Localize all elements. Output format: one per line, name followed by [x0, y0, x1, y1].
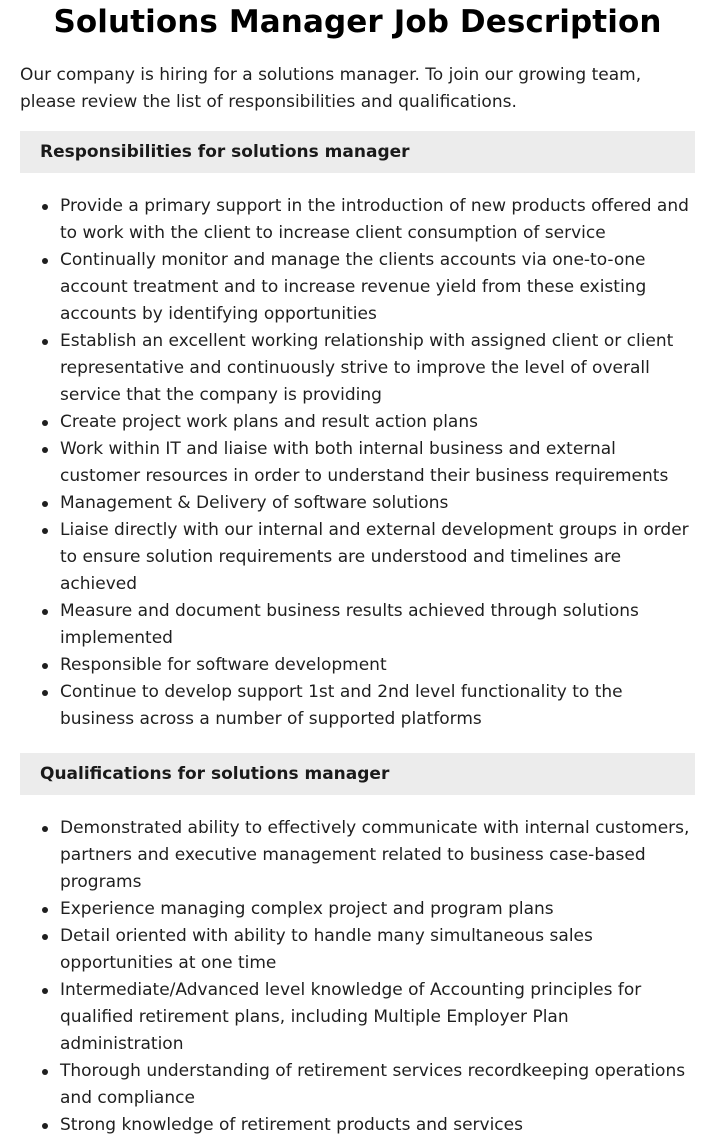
list-item: Work within IT and liaise with both internal business and external customer resources in order to understand their business requirements	[60, 436, 695, 490]
list-item: Management & Delivery of software solutions	[60, 490, 695, 517]
list-item: Continue to develop support 1st and 2nd level functionality to the business across a number of supported platforms	[60, 679, 695, 733]
list-item: Liaise directly with our internal and external development groups in order to ensure solution requirements are understood and timelines are achieved	[60, 517, 695, 598]
list-item: Demonstrated ability to effectively communicate with internal customers, partners and executive management related to business case-based programs	[60, 815, 695, 896]
qualifications-heading: Qualifications for solutions manager	[20, 753, 695, 795]
list-item: Measure and document business results achieved through solutions implemented	[60, 598, 695, 652]
responsibilities-heading: Responsibilities for solutions manager	[20, 131, 695, 173]
list-item: Provide a primary support in the introduction of new products offered and to work with the client to increase client consumption of service	[60, 193, 695, 247]
list-item: Continually monitor and manage the clients accounts via one-to-one account treatment and to increase revenue yield from these existing accounts by identifying opportunities	[60, 247, 695, 328]
list-item: Experience managing complex project and program plans	[60, 896, 695, 923]
qualifications-list	[20, 815, 695, 1139]
list-item: Intermediate/Advanced level knowledge of Accounting principles for qualified retirement plans, including Multiple Employer Plan administration	[60, 977, 695, 1058]
responsibilities-list	[20, 193, 695, 733]
page-title: Solutions Manager Job Description	[53, 4, 662, 40]
list-item: Create project work plans and result action plans	[60, 409, 695, 436]
list-item: Thorough understanding of retirement services recordkeeping operations and compliance	[60, 1058, 695, 1112]
list-item: Strong knowledge of retirement products and services	[60, 1112, 695, 1139]
list-item: Establish an excellent working relationship with assigned client or client representative and continuously strive to improve the level of overall service that the company is providing	[60, 328, 695, 409]
list-item: Responsible for software development	[60, 652, 695, 679]
list-item: Detail oriented with ability to handle many simultaneous sales opportunities at one time	[60, 923, 695, 977]
intro-paragraph: Our company is hiring for a solutions manager. To join our growing team, please review the list of responsibilities and qualifications.	[20, 65, 642, 112]
